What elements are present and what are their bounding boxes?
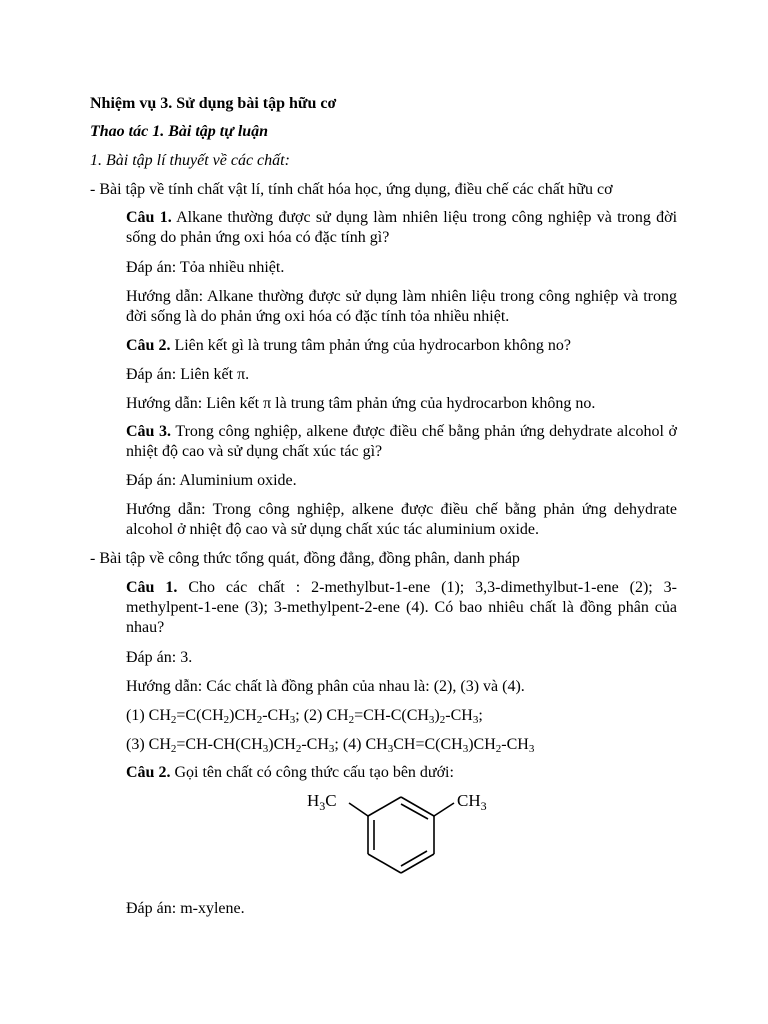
group-1-heading: - Bài tập về tính chất vật lí, tính chất hóa học, ứng dụng, điều chế các chất hữu cơ xyxy=(90,181,613,198)
g1-q3-question xyxy=(126,422,677,462)
g2-q2-text: Gọi tên chất có công thức cấu tạo bên dưới: xyxy=(170,764,454,781)
g2-q2-label: Câu 2. xyxy=(126,764,171,781)
g1-q3-text: Trong công nghiệp, alkene được điều chế bằng phản ứng dehydrate alcohol ở nhiệt độ cao và sử dụng chất xúc tác gì? xyxy=(126,423,678,460)
g1-q2-text: Liên kết gì là trung tâm phản ứng của hydrocarbon không no? xyxy=(170,337,572,354)
g1-q1-text: Alkane thường được sử dụng làm nhiên liệu trong công nghiệp và trong đời sống do phản ứng oxi hóa có đặc tính gì? xyxy=(126,209,678,246)
formula-1-label: (1) xyxy=(126,707,149,724)
g1-q2-guide: Hướng dẫn: Liên kết π là trung tâm phản ứng của hydrocarbon không no. xyxy=(126,395,596,412)
substituent-left: $H_3C$ xyxy=(307,791,337,813)
g2-q2-answer: Đáp án: m-xylene. xyxy=(126,900,245,917)
g1-q2-question xyxy=(126,336,677,356)
formula-3-label: (3) xyxy=(126,736,149,753)
g1-q1-answer: Đáp án: Tỏa nhiều nhiệt. xyxy=(126,259,285,276)
formula-line-1 xyxy=(126,706,677,726)
formula-2-label: ; (2) xyxy=(295,707,327,724)
substituent-right: $CH_3$ xyxy=(457,791,487,813)
g1-q3-label: Câu 3. xyxy=(126,423,172,440)
g2-q1-guide: Hướng dẫn: Các chất là đồng phân của nhau là: (2), (3) và (4). xyxy=(126,678,525,695)
g1-q2-answer: Đáp án: Liên kết π. xyxy=(126,366,250,383)
formula-3: $CH_2=CH-CH(CH_3)CH_2-CH_3$ xyxy=(148,736,335,755)
formula-line-1-end: ; xyxy=(478,707,483,724)
g1-q3-guide: Hướng dẫn: Trong công nghiệp, alkene được điều chế bằng phản ứng dehydrate alcohol ở nhiệt độ cao và sử dụng chất xúc tác aluminium oxide. xyxy=(126,501,677,538)
subsection-title: 1. Bài tập lí thuyết về các chất: xyxy=(90,152,290,169)
activity-title: Thao tác 1. Bài tập tự luận xyxy=(90,123,269,140)
group-2-heading: - Bài tập về công thức tổng quát, đồng đẳng, đồng phân, danh pháp xyxy=(90,550,520,567)
g2-q1-answer: Đáp án: 3. xyxy=(126,649,193,666)
m-xylene-structure xyxy=(300,784,500,874)
benzene-ring xyxy=(349,797,454,873)
g1-q1-question xyxy=(126,208,677,248)
g1-q2-label: Câu 2. xyxy=(126,337,171,354)
g2-q2-question xyxy=(126,763,677,783)
g1-q1-guide: Hướng dẫn: Alkane thường được sử dụng làm nhiên liệu trong công nghiệp và trong đời sống là do phản ứng oxi hóa có đặc tính tỏa nhiều nhiệt. xyxy=(126,288,677,325)
formula-1: $CH_2=C(CH_2)CH_2-CH_3$ xyxy=(148,707,296,726)
g2-q1-label: Câu 1. xyxy=(126,579,178,596)
g1-q1-label: Câu 1. xyxy=(126,209,172,226)
task-title: Nhiệm vụ 3. Sử dụng bài tập hữu cơ xyxy=(90,95,337,112)
g1-q3-answer: Đáp án: Aluminium oxide. xyxy=(126,472,297,489)
formula-4: $CH_3CH=C(CH_3)CH_2-CH_3$ xyxy=(365,736,535,755)
formula-4-label: ; (4) xyxy=(334,736,366,753)
formula-2: $CH_2=CH-C(CH_3)_2-CH_3$ xyxy=(326,707,479,726)
g2-q1-text: Cho các chất : 2-methylbut-1-ene (1); 3,3-dimethylbut-1-ene (2); 3-methylpent-1-ene (3); 3-methylpent-2-ene (4). Có bao nhiêu chất là đồng phân của nhau? xyxy=(126,579,678,636)
g2-q1-question xyxy=(126,578,677,638)
formula-line-2 xyxy=(126,735,677,755)
